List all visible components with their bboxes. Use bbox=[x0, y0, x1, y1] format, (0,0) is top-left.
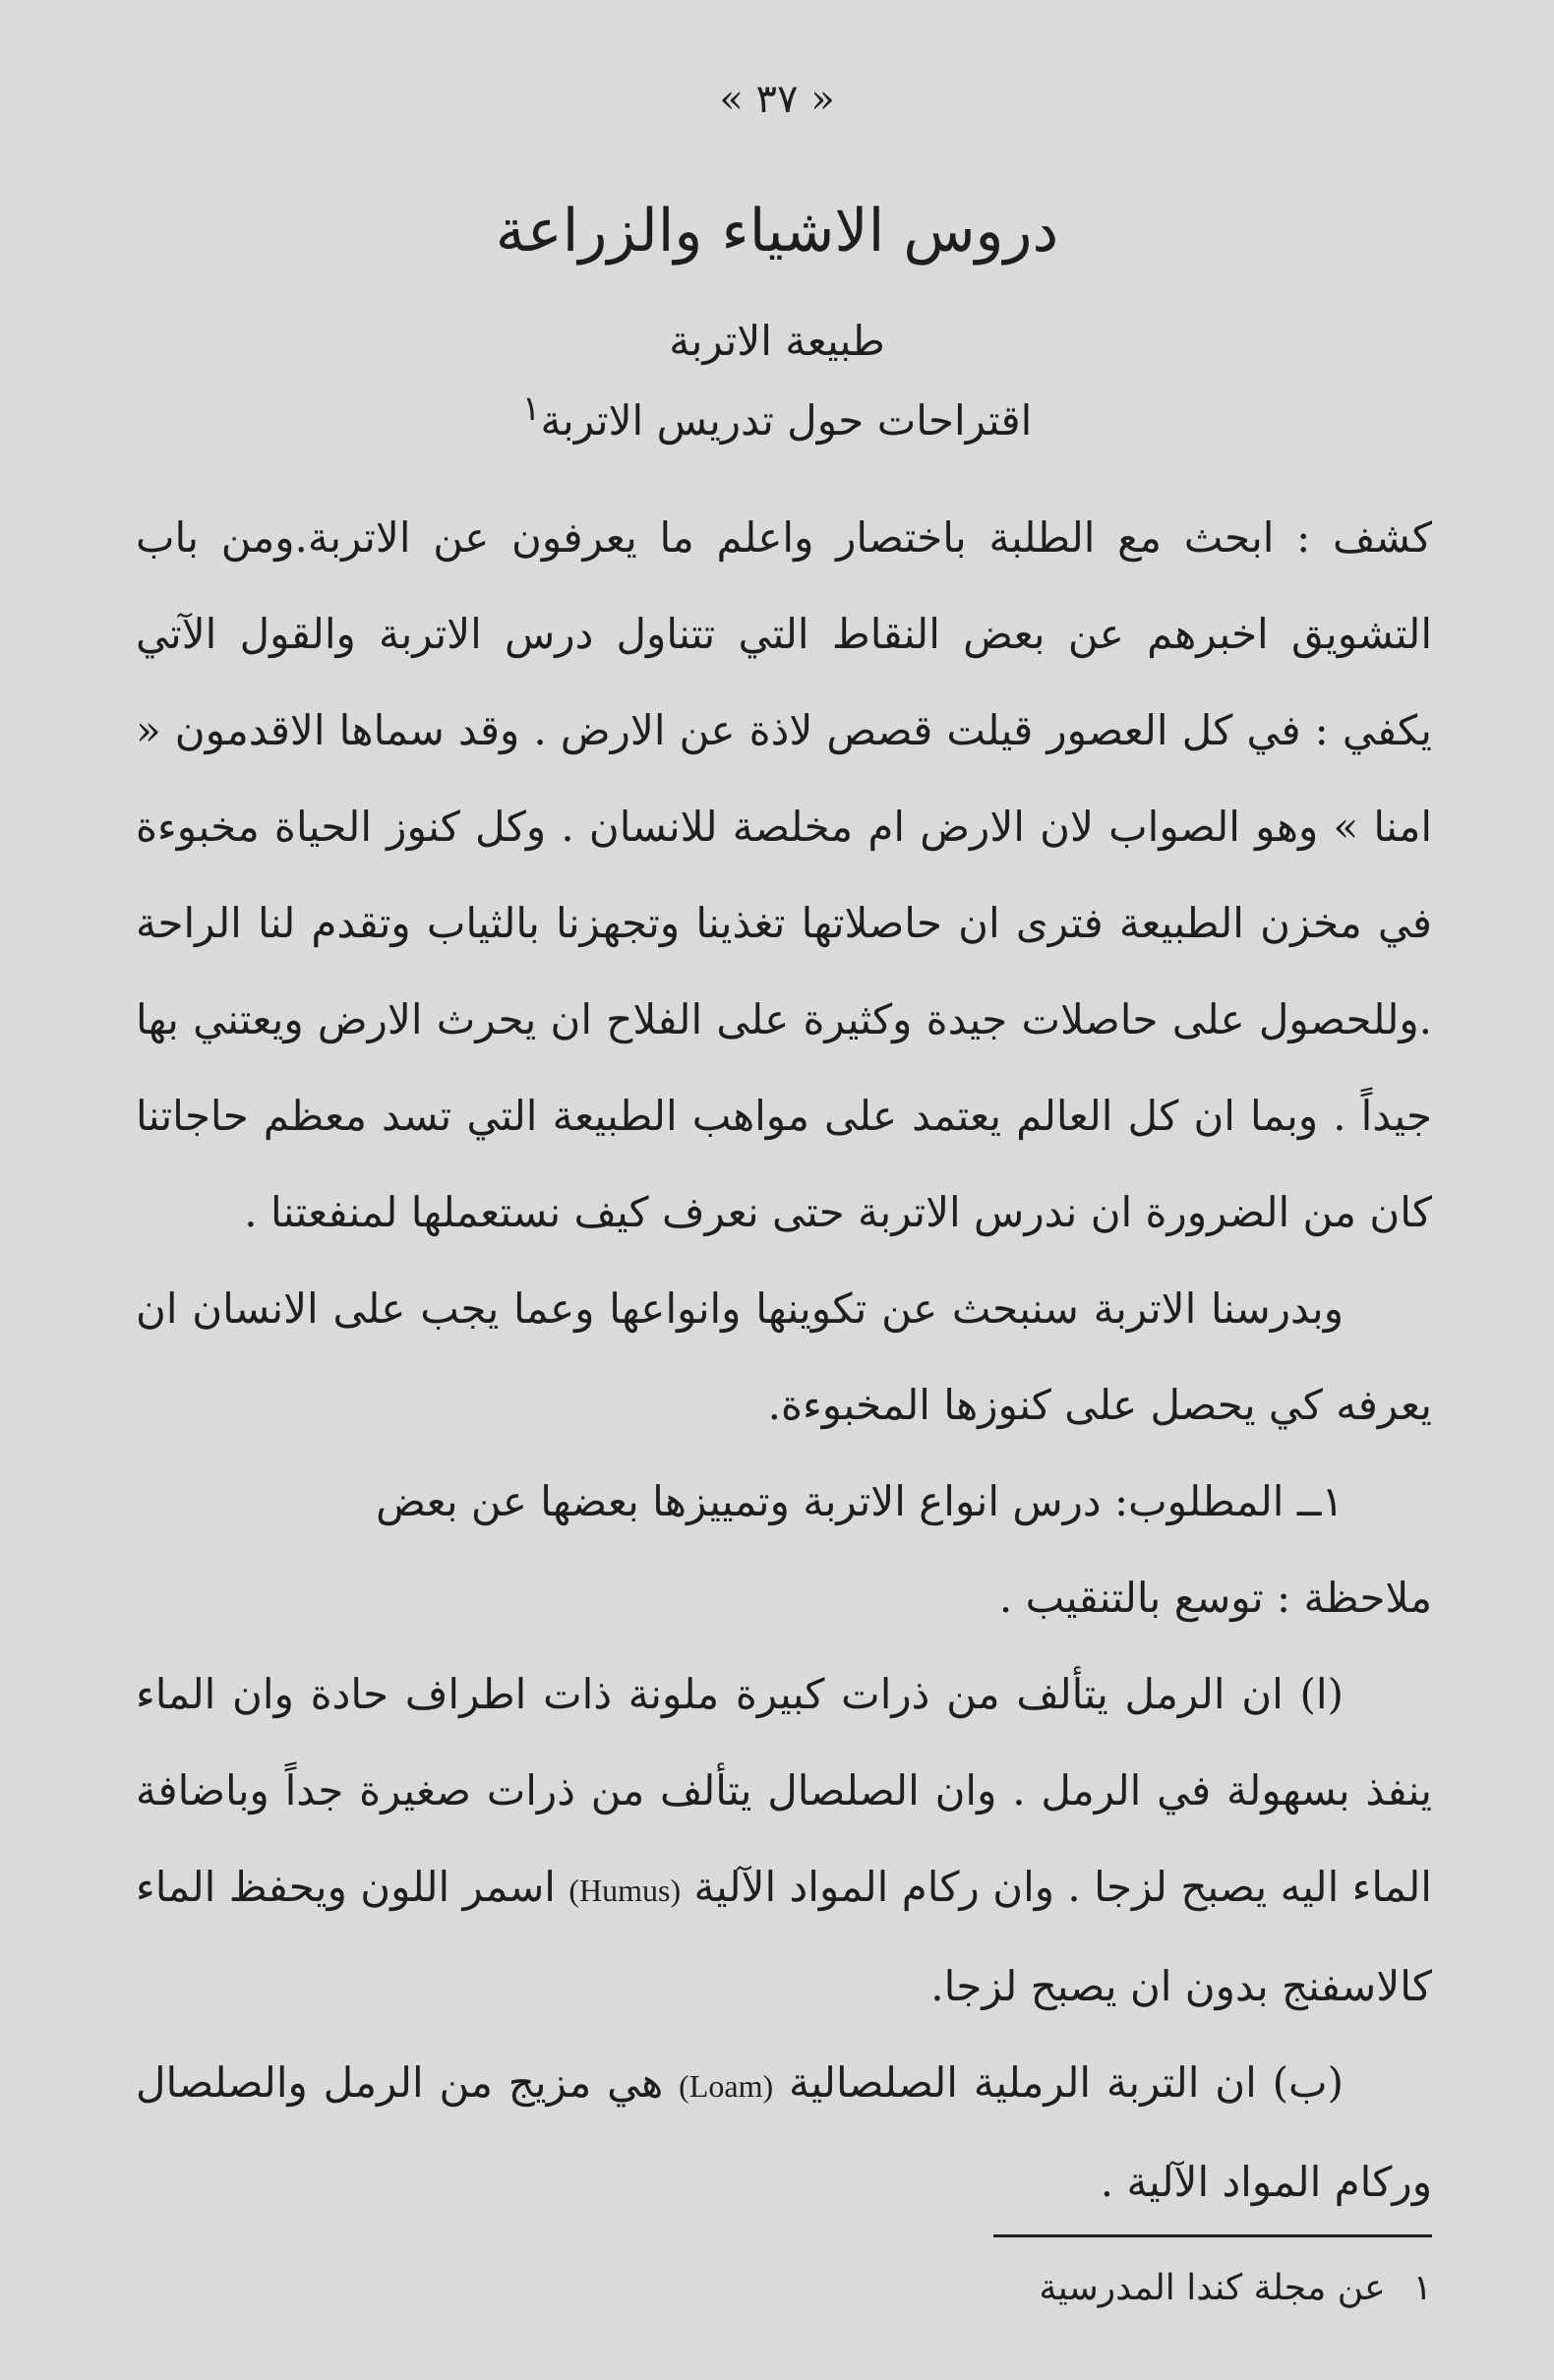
footnote bbox=[1039, 2268, 1432, 2308]
requirement-item: ١ــ المطلوب: درس انواع الاتربة وتمييزها بعضها عن بعض bbox=[376, 1477, 1344, 1525]
footnote-divider bbox=[993, 2234, 1432, 2237]
item-a-text-end: اسمر اللون ويحفظ الماء كالاسفنج بدون ان يصبح لزجا. bbox=[136, 1863, 1432, 2010]
footnote-mark: ١ bbox=[1412, 2268, 1432, 2308]
footnote-reference: ١ bbox=[521, 389, 541, 429]
page-title: دروس الاشياء والزراعة bbox=[495, 197, 1059, 266]
study-paragraph: وبدرسنا الاتربة سنبحث عن تكوينها وانواعها وعما يجب على الانسان ان يعرفه كي يحصل على كنوزها المخبوءة. bbox=[136, 1284, 1432, 1429]
item-b-text-end: هي مزيج من الرمل والصلصال وركام المواد الآلية . bbox=[136, 2058, 1432, 2206]
page-number: « ٣٧ » bbox=[719, 77, 835, 122]
item-a-text-start: (ا) ان الرمل يتألف من ذرات كبيرة ملونة ذات اطراف حادة وان الماء ينفذ بسهولة في الرمل . وان الصلصال يتألف من ذرات صغيرة جداً وباضافة الماء اليه يصبح لزجا . وان ركام المواد الآلية bbox=[136, 1670, 1432, 1911]
body-text bbox=[136, 490, 1432, 2231]
note-paragraph: ملاحظة : توسع بالتنقيب . bbox=[998, 1574, 1432, 1622]
loam-term: (Loam) bbox=[679, 2068, 774, 2104]
item-a-paragraph bbox=[136, 1646, 1432, 2035]
humus-term: (Humus) bbox=[568, 1873, 682, 1908]
section-subtitle: طبيعة الاتربة bbox=[669, 317, 885, 365]
intro-paragraph: كشف : ابحث مع الطلبة باختصار واعلم ما يعرفون عن الاتربة.ومن باب التشويق اخبرهم عن بعض النقاط التي تتناول درس الاتربة والقول الآتي يكفي : في كل العصور قيلت قصص لاذة عن الارض . وقد سماها الاقدمون « امنا » وهو الصواب لان الارض ام مخلصة للانسان . وكل كنوز الحياة مخبوءة في مخزن الطبيعة فترى ان حاصلاتها تغذينا وتجهزنا بالثياب وتقدم لنا الراحة .وللحصول على حاصلات جيدة وكثيرة على الفلاح ان يحرث الارض ويعتني بها جيداً . وبما ان كل العالم يعتمد على مواهب الطبيعة التي تسد معظم حاجاتنا كان من الضرورة ان ندرس الاتربة حتى نعرف كيف نستعملها لمنفعتنا . bbox=[136, 513, 1432, 1236]
subheading-text: اقتراحات حول تدريس الاتربة bbox=[540, 396, 1033, 445]
item-b-paragraph bbox=[136, 2035, 1432, 2231]
footnote-text: عن مجلة كندا المدرسية bbox=[1039, 2268, 1386, 2308]
item-b-text-start: (ب) ان التربة الرملية الصلصالية bbox=[788, 2058, 1344, 2107]
section-subheading bbox=[0, 389, 1554, 445]
